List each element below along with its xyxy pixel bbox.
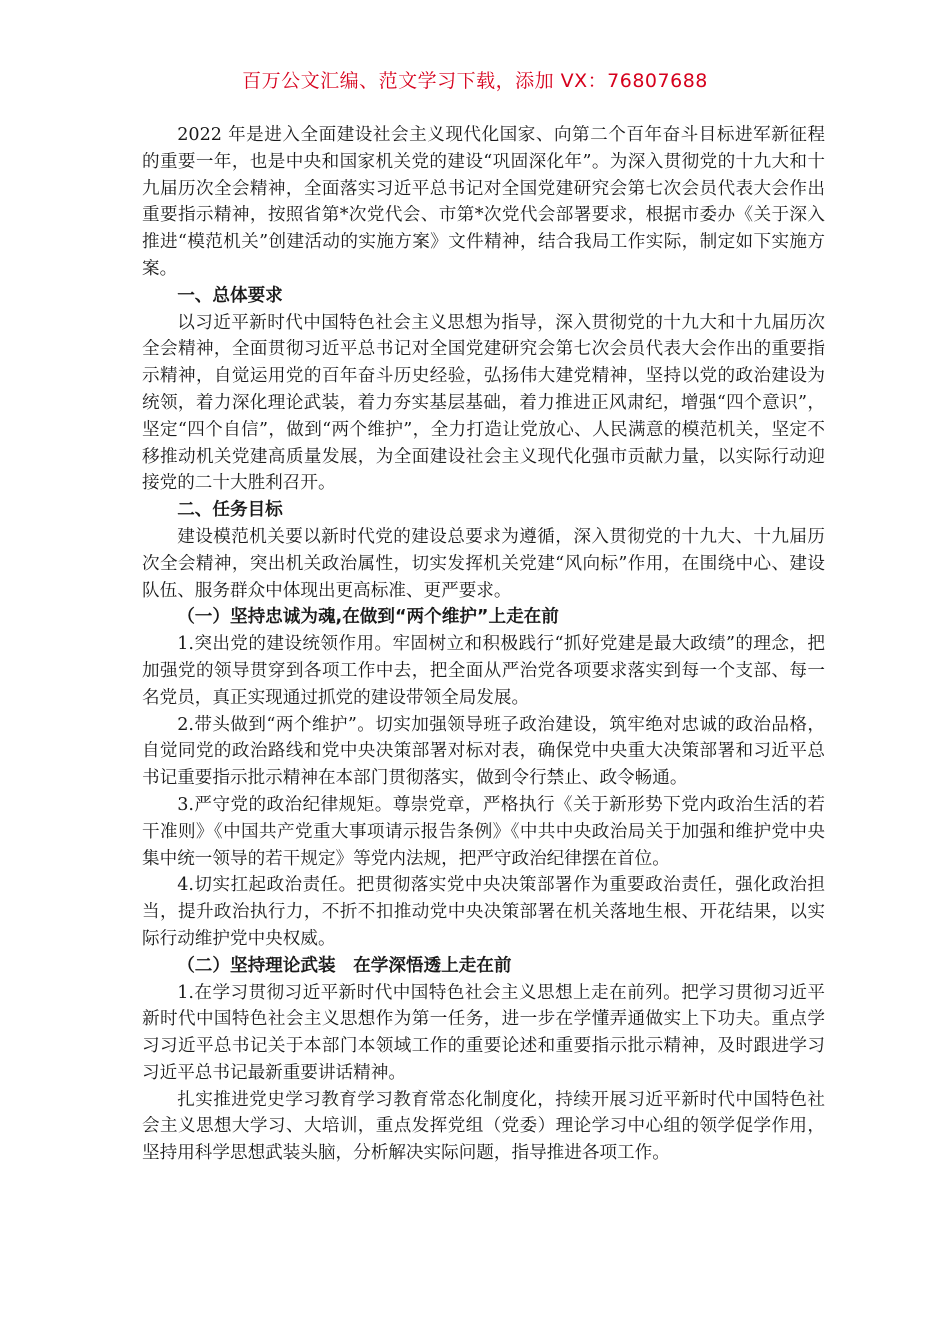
section-paragraph: 以习近平新时代中国特色社会主义思想为指导，深入贯彻党的十九大和十九届历次全会精神，全面贯彻习近平总书记对全国党建研究会第七次会员代表大会作出的重要指示精神，自觉运用党的百年奋斗历史经验，弘扬伟大建党精神，坚持以党的政治建设为统领，着力深化理论武装，着力夯实基层基础，着力推进正风肃纪，增强“四个意识”，坚定“四个自信”，做到“两个维护”，全力打造让党放心、人民满意的模范机关，坚定不移推动机关党建高质量发展，为全面建设社会主义现代化强市贡献力量，以实际行动迎接党的二十大胜利召开。: [142, 312, 825, 494]
list-item-paragraph: 3.严守党的政治纪律规矩。尊崇党章，严格执行《关于新形势下党内政治生活的若干准则》《中国共产党重大事项请示报告条例》《中共中央政治局关于加强和维护党中央集中统一领导的若干规定》等党内法规，把严守政治纪律摆在首位。: [142, 794, 825, 869]
body-paragraph: 扎实推进党史学习教育学习教育常态化制度化，持续开展习近平新时代中国特色社会主义思想大学习、大培训，重点发挥党组（党委）理论学习中心组的领学促学作用，坚持用科学思想武装头脑，分析解决实际问题，指导推进各项工作。: [142, 1089, 825, 1164]
section-heading-task-goals: 二、任务目标: [177, 500, 283, 521]
list-item-paragraph: 2.带头做到“两个维护”。切实加强领导班子政治建设，筑牢绝对忠诚的政治品格，自觉同党的政治路线和党中央决策部署对标对表，确保党中央重大决策部署和习近平总书记重要指示批示精神在本部门贯彻落实，做到令行禁止、政令畅通。: [142, 714, 825, 789]
section-heading-overall-requirements: 一、总体要求: [177, 285, 283, 306]
subsection-heading-loyalty: （一）坚持忠诚为魂,在做到“两个维护”上走在前: [177, 607, 559, 628]
section-paragraph: 建设模范机关要以新时代党的建设总要求为遵循，深入贯彻党的十九大、十九届历次全会精神，突出机关政治属性，切实发挥机关党建“风向标”作用，在围绕中心、建设队伍、服务群众中体现出更高标准、更严要求。: [142, 526, 825, 601]
list-item-paragraph: 1.突出党的建设统领作用。牢固树立和积极践行“抓好党建是最大政绩”的理念，把加强党的领导贯穿到各项工作中去，把全面从严治党各项要求落实到每一个支部、每一名党员，真正实现通过抓党的建设带领全局发展。: [142, 634, 825, 708]
subsection-heading-theory: （二）坚持理论武装 在学深悟透上走在前: [177, 955, 512, 976]
intro-paragraph: 2022 年是进入全面建设社会主义现代化国家、向第二个百年奋斗目标进军新征程的重要一年，也是中央和国家机关党的建设“巩固深化年”。为深入贯彻党的十九大和十九届历次全会精神，全面落实习近平总书记对全国党建研究会第七次会员代表大会作出重要指示精神，按照省第*次党代会、市第*次党代会部署要求，根据市委办《关于深入推进“模范机关”创建活动的实施方案》文件精神，结合我局工作实际，制定如下实施方案。: [142, 125, 825, 279]
header-banner: 百万公文汇编、范文学习下载，添加 VX：76807688: [242, 70, 708, 92]
list-item-paragraph: 1.在学习贯彻习近平新时代中国特色社会主义思想上走在前列。把学习贯彻习近平新时代中国特色社会主义思想作为第一任务，进一步在学懂弄通做实上下功夫。重点学习习近平总书记关于本部门本领域工作的重要论述和重要指示批示精神，及时跟进学习习近平总书记最新重要讲话精神。: [142, 982, 825, 1083]
document-body: [142, 122, 825, 1167]
list-item-paragraph: 4.切实扛起政治责任。把贯彻落实党中央决策部署作为重要政治责任，强化政治担当，提升政治执行力，不折不扣推动党中央决策部署在机关落地生根、开花结果，以实际行动维护党中央权威。: [142, 875, 825, 949]
